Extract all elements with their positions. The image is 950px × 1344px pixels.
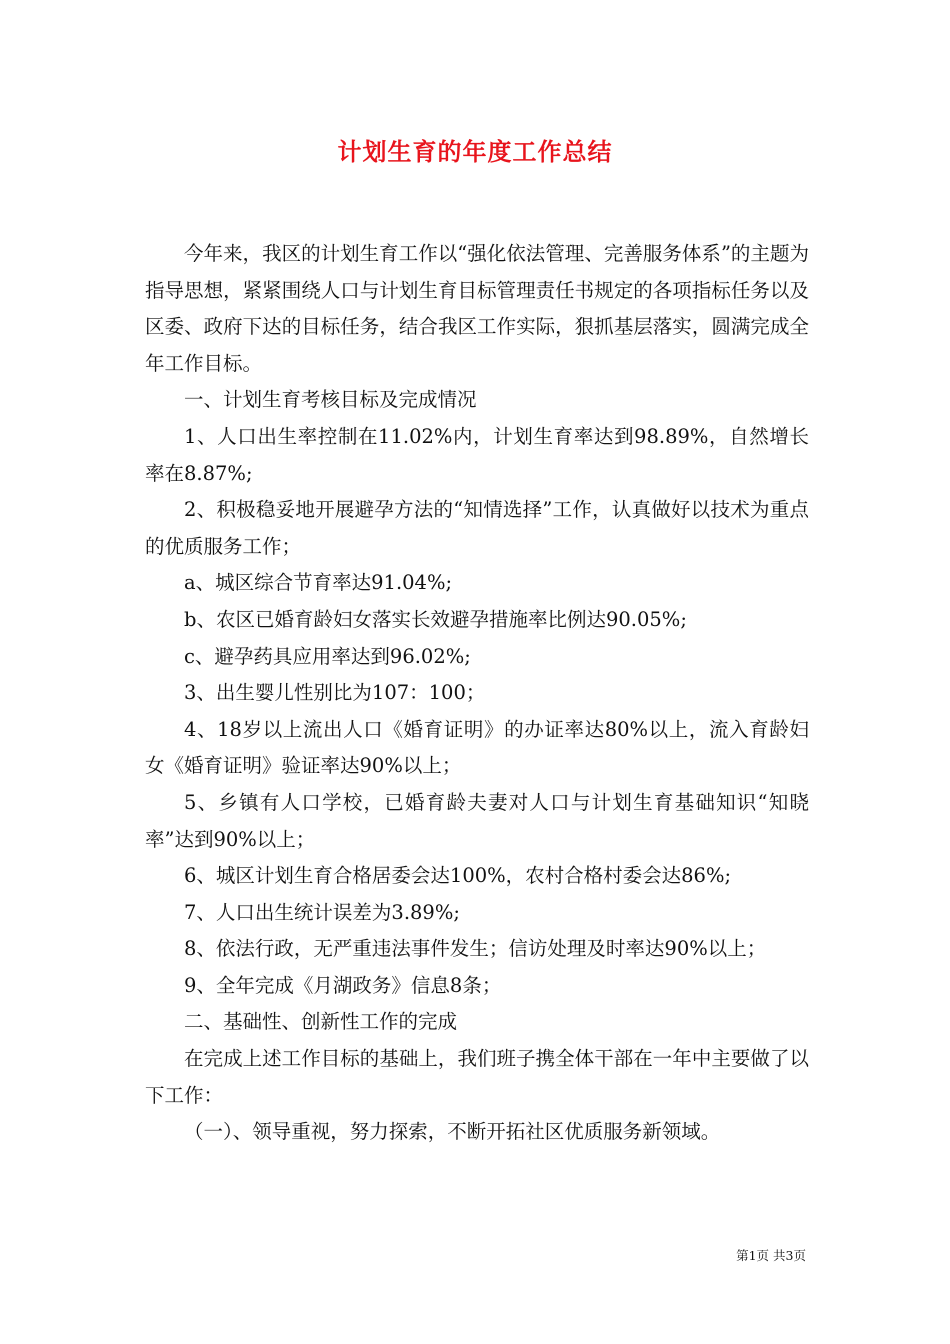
list-item-9: 9、全年完成《月湖政务》信息8条； <box>184 973 502 997</box>
list-item-7: 7、人口出生统计误差为3.89%; <box>184 900 460 924</box>
list-item-5: 5、乡镇有人口学校，已婚育龄夫妻对人口与计划生育基础知识“知晓率”达到90%以上； <box>145 790 809 851</box>
section-heading-2: 二、基础性、创新性工作的完成 <box>184 1010 458 1034</box>
list-item-2c: c、避孕药具应用率达到96.02%; <box>184 644 471 668</box>
list-item-8: 8、依法行政，无严重违法事件发生；信访处理及时率达90%以上； <box>184 937 767 961</box>
list-item-2a: a、城区综合节育率达91.04%; <box>184 571 453 595</box>
list-item-4: 4、18岁以上流出人口《婚育证明》的办证率达80%以上，流入育龄妇女《婚育证明》验证率达90%以上； <box>145 717 809 778</box>
list-item-1: 1、人口出生率控制在11.02%内，计划生育率达到98.89%，自然增长率在8.87%; <box>145 424 809 485</box>
subsection-heading-1: （一）、领导重视，努力探索，不断开拓社区优质服务新领域。 <box>184 1120 721 1144</box>
list-item-2: 2、积极稳妥地开展避孕方法的“知情选择”工作，认真做好以技术为重点的优质服务工作； <box>145 498 809 558</box>
list-item-3: 3、出生婴儿性别比为107：100； <box>184 681 486 705</box>
document-body <box>145 236 809 1151</box>
list-item-2b: b、农区已婚育龄妇女落实长效避孕措施率比例达90.05%; <box>184 607 687 631</box>
section-heading-1: 一、计划生育考核目标及完成情况 <box>184 388 477 412</box>
list-item-6: 6、城区计划生育合格居委会达100%，农村合格村委会达86%; <box>184 864 732 888</box>
section-intro-paragraph: 在完成上述工作目标的基础上，我们班子携全体干部在一年中主要做了以下工作： <box>145 1047 809 1107</box>
intro-paragraph: 今年来，我区的计划生育工作以“强化依法管理、完善服务体系”的主题为指导思想，紧紧围绕人口与计划生育目标管理责任书规定的各项指标任务以及区委、政府下达的目标任务，结合我区工作实际，狠抓基层落实，圆满完成全年工作目标。 <box>145 242 809 375</box>
document-title: 计划生育的年度工作总结 <box>337 138 613 166</box>
page-number: 第1页 共3页 <box>736 1248 806 1263</box>
